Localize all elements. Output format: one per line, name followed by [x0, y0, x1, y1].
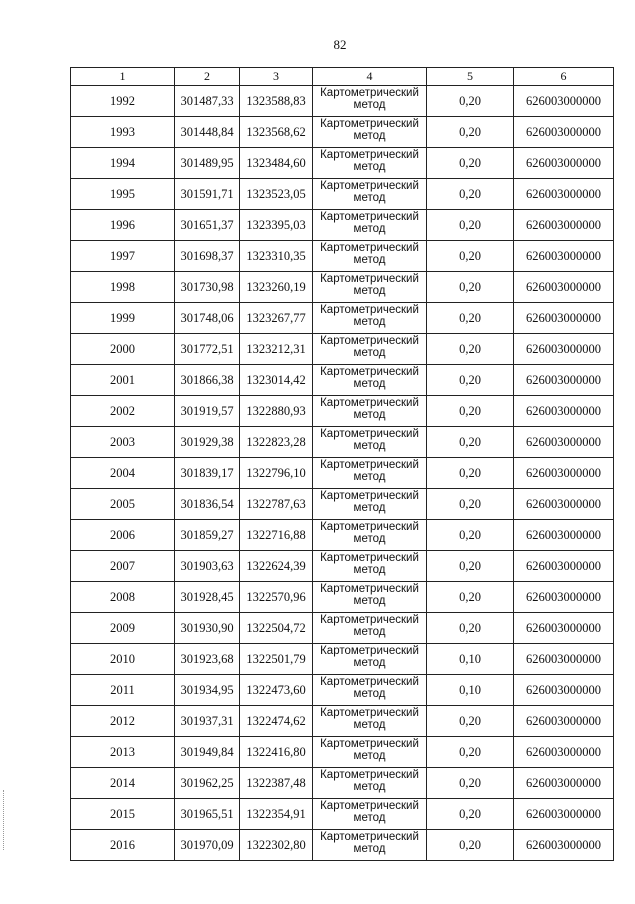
point-number-cell: 2002	[71, 396, 175, 427]
code-cell: 626003000000	[514, 241, 614, 272]
code-cell: 626003000000	[514, 334, 614, 365]
method-line-1: Картометрический	[320, 397, 419, 409]
accuracy-cell: 0,20	[427, 799, 514, 830]
accuracy-cell: 0,20	[427, 830, 514, 861]
y-coordinate-cell: 1323484,60	[240, 148, 313, 179]
method-cell	[313, 551, 427, 582]
method-line-1: Картометрический	[320, 149, 419, 161]
table-row	[71, 241, 614, 272]
code-cell: 626003000000	[514, 148, 614, 179]
accuracy-cell: 0,20	[427, 334, 514, 365]
y-coordinate-cell: 1322624,39	[240, 551, 313, 582]
method-cell	[313, 86, 427, 117]
method-line-2: метод	[353, 843, 386, 855]
point-number-cell: 2015	[71, 799, 175, 830]
method-cell	[313, 272, 427, 303]
code-cell: 626003000000	[514, 551, 614, 582]
accuracy-cell: 0,20	[427, 272, 514, 303]
table-row	[71, 458, 614, 489]
y-coordinate-cell: 1323310,35	[240, 241, 313, 272]
point-number-cell: 2012	[71, 706, 175, 737]
code-cell: 626003000000	[514, 86, 614, 117]
method-line-2: метод	[353, 378, 386, 390]
method-line-1: Картометрический	[320, 304, 419, 316]
method-cell	[313, 365, 427, 396]
table-row	[71, 644, 614, 675]
x-coordinate-cell: 301866,38	[175, 365, 240, 396]
method-line-2: метод	[353, 502, 386, 514]
point-number-cell: 2008	[71, 582, 175, 613]
method-line-2: метод	[353, 99, 386, 111]
method-cell	[313, 179, 427, 210]
method-cell	[313, 737, 427, 768]
point-number-cell: 2016	[71, 830, 175, 861]
table-row	[71, 737, 614, 768]
point-number-cell: 1997	[71, 241, 175, 272]
method-cell	[313, 303, 427, 334]
accuracy-cell: 0,20	[427, 241, 514, 272]
x-coordinate-cell: 301903,63	[175, 551, 240, 582]
code-cell: 626003000000	[514, 365, 614, 396]
code-cell: 626003000000	[514, 706, 614, 737]
table-row	[71, 272, 614, 303]
y-coordinate-cell: 1323523,05	[240, 179, 313, 210]
method-line-1: Картометрический	[320, 366, 419, 378]
table-row	[71, 613, 614, 644]
method-cell	[313, 830, 427, 861]
method-line-2: метод	[353, 719, 386, 731]
method-cell	[313, 241, 427, 272]
method-line-1: Картометрический	[320, 552, 419, 564]
x-coordinate-cell: 301698,37	[175, 241, 240, 272]
table-row	[71, 706, 614, 737]
method-cell	[313, 582, 427, 613]
table-row	[71, 210, 614, 241]
table-row	[71, 582, 614, 613]
table-row	[71, 334, 614, 365]
y-coordinate-cell: 1322302,80	[240, 830, 313, 861]
accuracy-cell: 0,20	[427, 86, 514, 117]
code-cell: 626003000000	[514, 737, 614, 768]
method-line-2: метод	[353, 409, 386, 421]
method-line-1: Картометрический	[320, 118, 419, 130]
table-row	[71, 768, 614, 799]
method-line-2: метод	[353, 626, 386, 638]
x-coordinate-cell: 301772,51	[175, 334, 240, 365]
y-coordinate-cell: 1322416,80	[240, 737, 313, 768]
x-coordinate-cell: 301839,17	[175, 458, 240, 489]
accuracy-cell: 0,20	[427, 737, 514, 768]
method-line-1: Картометрический	[320, 87, 419, 99]
point-number-cell: 2003	[71, 427, 175, 458]
y-coordinate-cell: 1322787,63	[240, 489, 313, 520]
x-coordinate-cell: 301962,25	[175, 768, 240, 799]
y-coordinate-cell: 1322354,91	[240, 799, 313, 830]
accuracy-cell: 0,20	[427, 551, 514, 582]
code-cell: 626003000000	[514, 396, 614, 427]
margin-scan-marks	[3, 790, 6, 850]
accuracy-cell: 0,20	[427, 179, 514, 210]
point-number-cell: 2010	[71, 644, 175, 675]
x-coordinate-cell: 301859,27	[175, 520, 240, 551]
code-cell: 626003000000	[514, 613, 614, 644]
code-cell: 626003000000	[514, 458, 614, 489]
method-cell	[313, 148, 427, 179]
y-coordinate-cell: 1323267,77	[240, 303, 313, 334]
method-line-1: Картометрический	[320, 738, 419, 750]
method-line-1: Картометрический	[320, 180, 419, 192]
x-coordinate-cell: 301591,71	[175, 179, 240, 210]
point-number-cell: 1995	[71, 179, 175, 210]
table-row	[71, 799, 614, 830]
table-row	[71, 427, 614, 458]
accuracy-cell: 0,20	[427, 582, 514, 613]
method-line-1: Картометрический	[320, 335, 419, 347]
y-coordinate-cell: 1323260,19	[240, 272, 313, 303]
method-line-2: метод	[353, 161, 386, 173]
header-cell-3: 3	[240, 68, 313, 86]
method-line-1: Картометрический	[320, 459, 419, 471]
point-number-cell: 1993	[71, 117, 175, 148]
point-number-cell: 2000	[71, 334, 175, 365]
accuracy-cell: 0,20	[427, 520, 514, 551]
table-row	[71, 551, 614, 582]
method-cell	[313, 489, 427, 520]
point-number-cell: 2005	[71, 489, 175, 520]
table-row	[71, 179, 614, 210]
table-row	[71, 365, 614, 396]
method-cell	[313, 799, 427, 830]
method-line-2: метод	[353, 781, 386, 793]
accuracy-cell: 0,20	[427, 396, 514, 427]
method-line-1: Картометрический	[320, 242, 419, 254]
code-cell: 626003000000	[514, 582, 614, 613]
table-row	[71, 86, 614, 117]
point-number-cell: 2009	[71, 613, 175, 644]
x-coordinate-cell: 301730,98	[175, 272, 240, 303]
y-coordinate-cell: 1323212,31	[240, 334, 313, 365]
method-line-1: Картометрический	[320, 521, 419, 533]
code-cell: 626003000000	[514, 520, 614, 551]
accuracy-cell: 0,20	[427, 458, 514, 489]
method-cell	[313, 427, 427, 458]
y-coordinate-cell: 1323395,03	[240, 210, 313, 241]
method-line-2: метод	[353, 533, 386, 545]
x-coordinate-cell: 301965,51	[175, 799, 240, 830]
point-number-cell: 2006	[71, 520, 175, 551]
point-number-cell: 1998	[71, 272, 175, 303]
method-line-2: метод	[353, 812, 386, 824]
method-cell	[313, 520, 427, 551]
point-number-cell: 1996	[71, 210, 175, 241]
method-line-2: метод	[353, 564, 386, 576]
method-line-1: Картометрический	[320, 676, 419, 688]
header-cell-6: 6	[514, 68, 614, 86]
method-line-2: метод	[353, 130, 386, 142]
x-coordinate-cell: 301949,84	[175, 737, 240, 768]
y-coordinate-cell: 1322796,10	[240, 458, 313, 489]
x-coordinate-cell: 301651,37	[175, 210, 240, 241]
method-cell	[313, 117, 427, 148]
y-coordinate-cell: 1322501,79	[240, 644, 313, 675]
accuracy-cell: 0,20	[427, 210, 514, 241]
y-coordinate-cell: 1322473,60	[240, 675, 313, 706]
table-header-row	[71, 68, 614, 86]
method-line-2: метод	[353, 254, 386, 266]
table-row	[71, 148, 614, 179]
method-cell	[313, 458, 427, 489]
method-cell	[313, 644, 427, 675]
method-line-2: метод	[353, 595, 386, 607]
method-line-1: Картометрический	[320, 211, 419, 223]
y-coordinate-cell: 1322474,62	[240, 706, 313, 737]
method-line-2: метод	[353, 471, 386, 483]
method-cell	[313, 613, 427, 644]
method-line-1: Картометрический	[320, 645, 419, 657]
code-cell: 626003000000	[514, 768, 614, 799]
code-cell: 626003000000	[514, 272, 614, 303]
x-coordinate-cell: 301934,95	[175, 675, 240, 706]
method-line-2: метод	[353, 192, 386, 204]
method-line-2: метод	[353, 316, 386, 328]
accuracy-cell: 0,20	[427, 365, 514, 396]
method-line-2: метод	[353, 750, 386, 762]
accuracy-cell: 0,20	[427, 427, 514, 458]
x-coordinate-cell: 301937,31	[175, 706, 240, 737]
method-cell	[313, 396, 427, 427]
method-line-1: Картометрический	[320, 800, 419, 812]
accuracy-cell: 0,20	[427, 706, 514, 737]
accuracy-cell: 0,20	[427, 303, 514, 334]
point-number-cell: 1999	[71, 303, 175, 334]
table-row	[71, 117, 614, 148]
y-coordinate-cell: 1322880,93	[240, 396, 313, 427]
accuracy-cell: 0,20	[427, 117, 514, 148]
x-coordinate-cell: 301928,45	[175, 582, 240, 613]
method-line-2: метод	[353, 347, 386, 359]
accuracy-cell: 0,20	[427, 613, 514, 644]
method-line-1: Картометрический	[320, 428, 419, 440]
point-number-cell: 2007	[71, 551, 175, 582]
x-coordinate-cell: 301970,09	[175, 830, 240, 861]
code-cell: 626003000000	[514, 644, 614, 675]
table-row	[71, 520, 614, 551]
y-coordinate-cell: 1323014,42	[240, 365, 313, 396]
accuracy-cell: 0,20	[427, 768, 514, 799]
method-line-1: Картометрический	[320, 583, 419, 595]
code-cell: 626003000000	[514, 799, 614, 830]
method-line-2: метод	[353, 285, 386, 297]
x-coordinate-cell: 301929,38	[175, 427, 240, 458]
method-line-1: Картометрический	[320, 614, 419, 626]
x-coordinate-cell: 301748,06	[175, 303, 240, 334]
method-line-1: Картометрический	[320, 273, 419, 285]
point-number-cell: 2011	[71, 675, 175, 706]
method-line-2: метод	[353, 223, 386, 235]
x-coordinate-cell: 301489,95	[175, 148, 240, 179]
method-line-1: Картометрический	[320, 707, 419, 719]
method-cell	[313, 334, 427, 365]
point-number-cell: 2001	[71, 365, 175, 396]
code-cell: 626003000000	[514, 830, 614, 861]
table-row	[71, 489, 614, 520]
table-body	[71, 68, 614, 861]
header-cell-4: 4	[313, 68, 427, 86]
point-number-cell: 2013	[71, 737, 175, 768]
y-coordinate-cell: 1323568,62	[240, 117, 313, 148]
method-line-1: Картометрический	[320, 490, 419, 502]
code-cell: 626003000000	[514, 427, 614, 458]
point-number-cell: 2014	[71, 768, 175, 799]
method-cell	[313, 706, 427, 737]
x-coordinate-cell: 301448,84	[175, 117, 240, 148]
header-cell-1: 1	[71, 68, 175, 86]
code-cell: 626003000000	[514, 210, 614, 241]
code-cell: 626003000000	[514, 675, 614, 706]
accuracy-cell: 0,20	[427, 489, 514, 520]
y-coordinate-cell: 1322504,72	[240, 613, 313, 644]
point-number-cell: 1994	[71, 148, 175, 179]
x-coordinate-cell: 301487,33	[175, 86, 240, 117]
code-cell: 626003000000	[514, 303, 614, 334]
y-coordinate-cell: 1322823,28	[240, 427, 313, 458]
table-row	[71, 396, 614, 427]
x-coordinate-cell: 301930,90	[175, 613, 240, 644]
y-coordinate-cell: 1322387,48	[240, 768, 313, 799]
point-number-cell: 1992	[71, 86, 175, 117]
accuracy-cell: 0,10	[427, 675, 514, 706]
code-cell: 626003000000	[514, 179, 614, 210]
code-cell: 626003000000	[514, 117, 614, 148]
method-line-2: метод	[353, 657, 386, 669]
page-number: 82	[333, 37, 347, 52]
table-row	[71, 830, 614, 861]
method-line-1: Картометрический	[320, 831, 419, 843]
method-line-2: метод	[353, 688, 386, 700]
coordinates-table	[70, 67, 614, 861]
code-cell: 626003000000	[514, 489, 614, 520]
accuracy-cell: 0,10	[427, 644, 514, 675]
method-line-1: Картометрический	[320, 769, 419, 781]
y-coordinate-cell: 1322570,96	[240, 582, 313, 613]
x-coordinate-cell: 301923,68	[175, 644, 240, 675]
method-line-2: метод	[353, 440, 386, 452]
header-cell-5: 5	[427, 68, 514, 86]
header-cell-2: 2	[175, 68, 240, 86]
y-coordinate-cell: 1322716,88	[240, 520, 313, 551]
method-cell	[313, 675, 427, 706]
table-row	[71, 675, 614, 706]
table-row	[71, 303, 614, 334]
method-cell	[313, 210, 427, 241]
method-cell	[313, 768, 427, 799]
y-coordinate-cell: 1323588,83	[240, 86, 313, 117]
accuracy-cell: 0,20	[427, 148, 514, 179]
x-coordinate-cell: 301836,54	[175, 489, 240, 520]
point-number-cell: 2004	[71, 458, 175, 489]
x-coordinate-cell: 301919,57	[175, 396, 240, 427]
